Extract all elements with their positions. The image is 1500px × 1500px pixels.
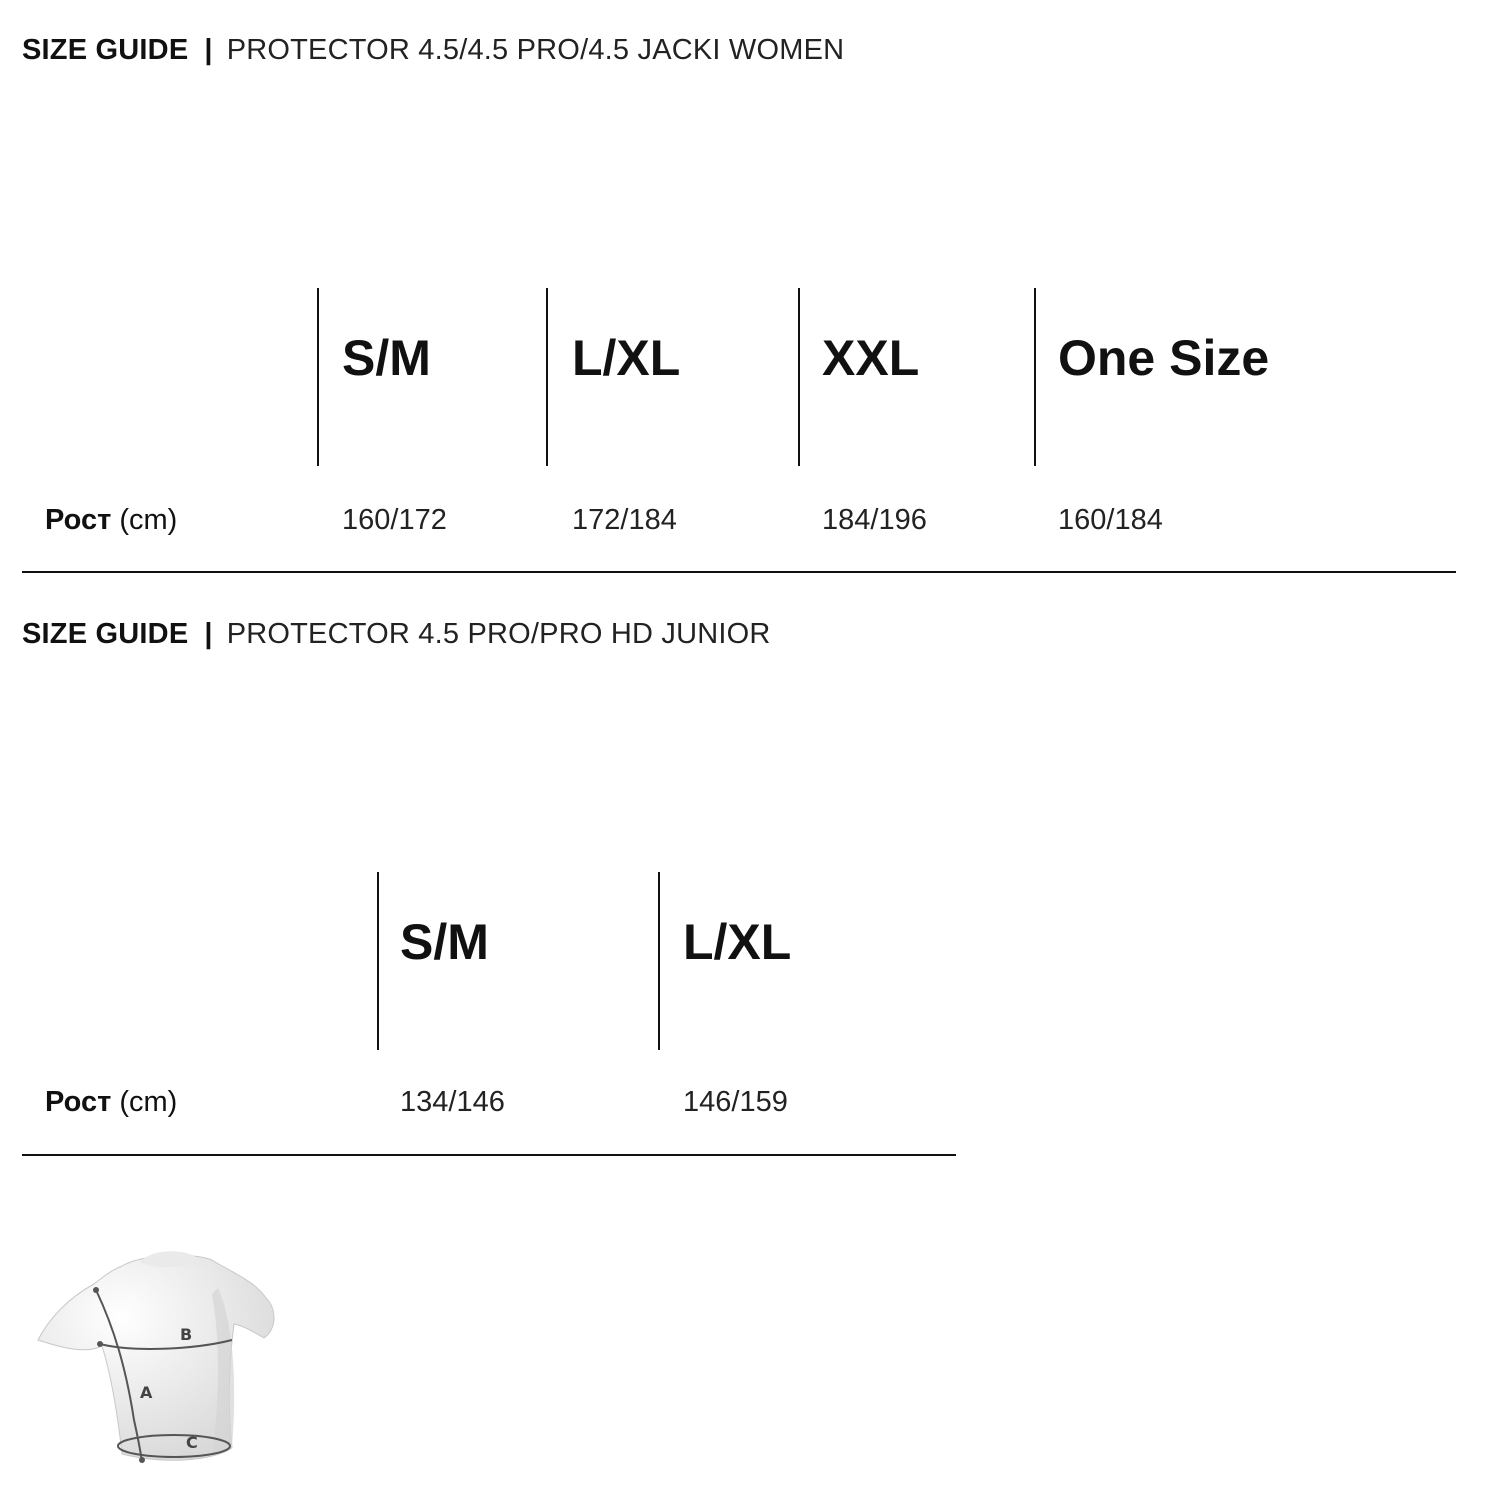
height-label: Рост (45, 1086, 112, 1118)
heading-brand: SIZE GUIDE (22, 34, 189, 66)
column-divider (658, 872, 660, 1050)
label-c: C (186, 1433, 198, 1452)
size-header-sm: S/M (400, 914, 489, 970)
column-divider (798, 288, 800, 466)
size-guide-heading-women (22, 32, 844, 68)
height-label: Рост (45, 504, 112, 536)
height-value-xxl: 184/196 (822, 504, 927, 536)
height-row-label (45, 1084, 177, 1120)
column-divider (377, 872, 379, 1050)
label-a: A (140, 1383, 153, 1402)
column-divider (546, 288, 548, 466)
size-header-xxl: XXL (822, 330, 920, 386)
label-b: B (180, 1325, 193, 1344)
heading-model: PROTECTOR 4.5 PRO/PRO HD JUNIOR (226, 618, 771, 650)
heading-brand: SIZE GUIDE (22, 618, 189, 650)
height-value-sm: 160/172 (342, 504, 447, 536)
height-value-lxl: 172/184 (572, 504, 677, 536)
torso-measurement-diagram (22, 1248, 292, 1488)
heading-separator: | (204, 34, 213, 66)
size-guide-heading-junior (22, 616, 771, 652)
column-divider (1034, 288, 1036, 466)
heading-separator: | (204, 618, 213, 650)
height-unit: (cm) (119, 1086, 178, 1118)
size-header-sm: S/M (342, 330, 431, 386)
section-divider (22, 1154, 956, 1156)
section-divider (22, 571, 1456, 573)
height-value-lxl: 146/159 (683, 1086, 788, 1118)
heading-model: PROTECTOR 4.5/4.5 PRO/4.5 JACKI WOMEN (226, 34, 845, 66)
torso-silhouette (38, 1255, 274, 1460)
height-unit: (cm) (119, 504, 178, 536)
column-divider (317, 288, 319, 466)
height-value-sm: 134/146 (400, 1086, 505, 1118)
height-row-label (45, 502, 177, 538)
size-header-one-size: One Size (1058, 330, 1270, 386)
height-value-one-size: 160/184 (1058, 504, 1163, 536)
size-header-lxl: L/XL (572, 330, 681, 386)
size-header-lxl: L/XL (683, 914, 792, 970)
